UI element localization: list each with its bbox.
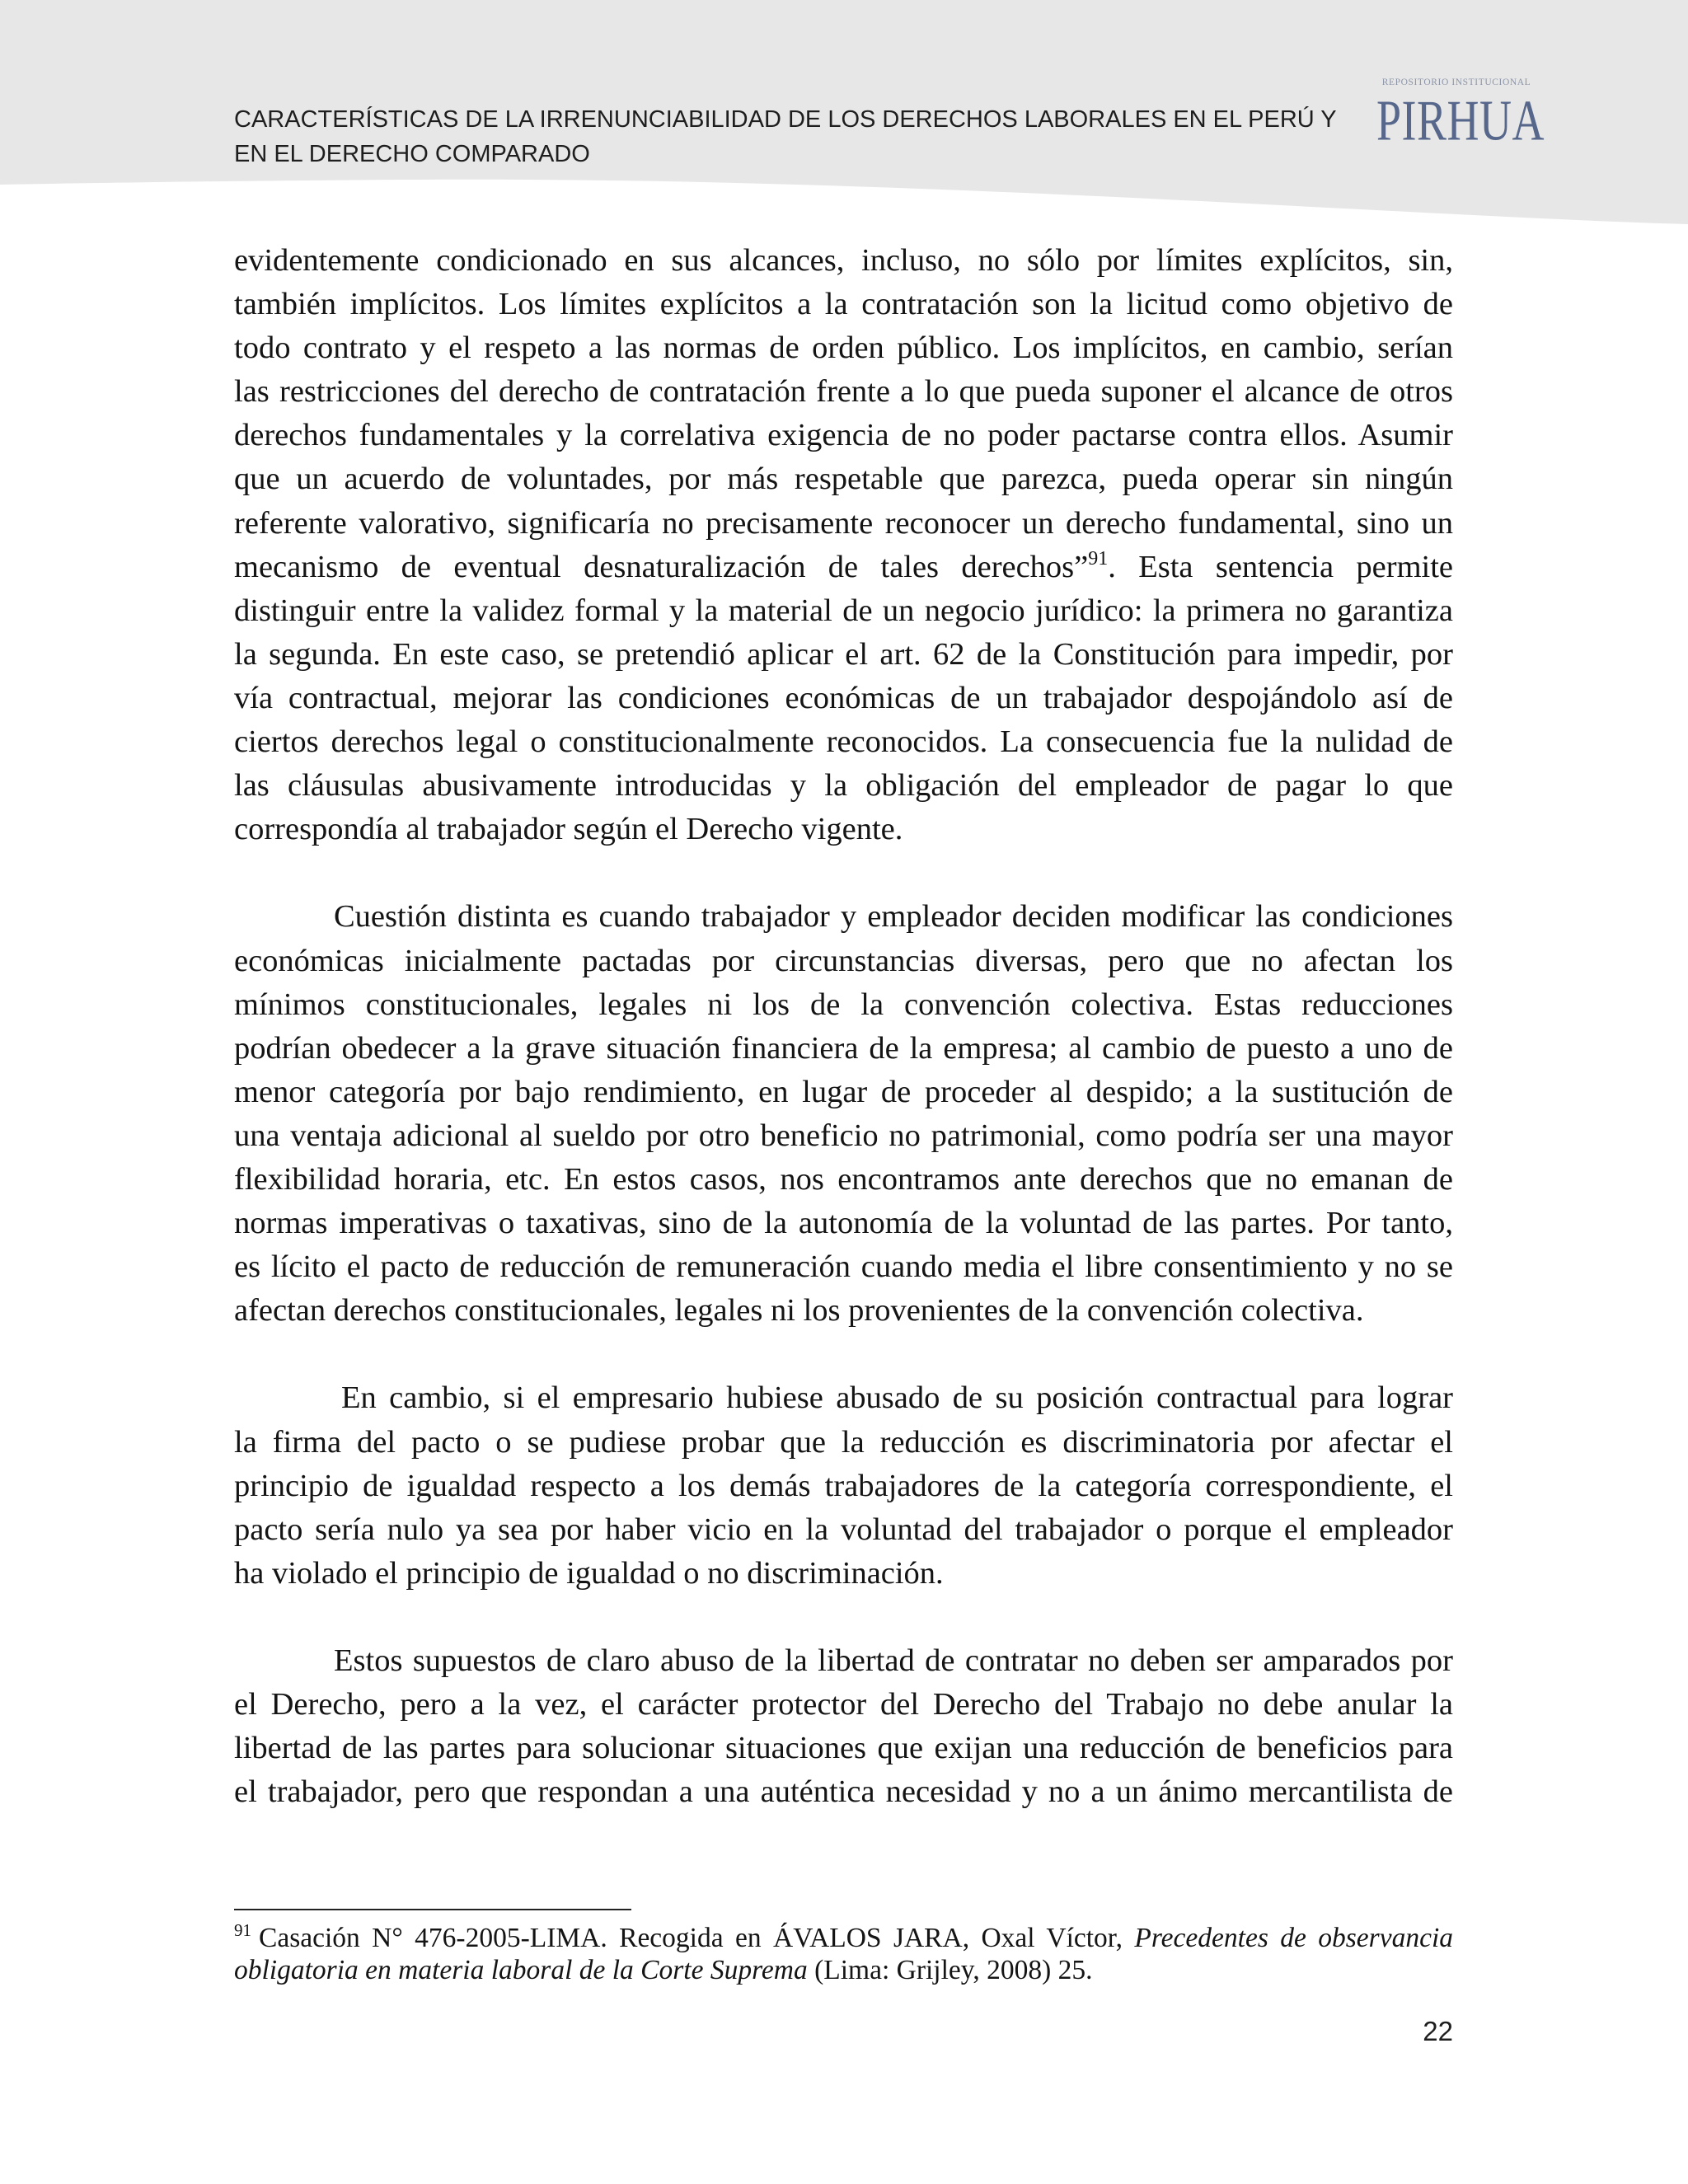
footnote bbox=[234, 1922, 1453, 1986]
text-line: podrían obedecer a la grave situación financiera de la empresa; al cambio de puesto a uno de bbox=[234, 1030, 1453, 1066]
text-line: libertad de las partes para solucionar situaciones que exijan una reducción de beneficios para bbox=[234, 1731, 1453, 1766]
repository-logo bbox=[1375, 76, 1548, 153]
footnote-reference: 91 bbox=[1088, 547, 1109, 569]
text-line: menor categoría por bajo rendimiento, en lugar de proceder al despido; a la sustitución de bbox=[234, 1074, 1453, 1109]
text-line: evidentemente condicionado en sus alcances, incluso, no sólo por límites explícitos, sin, bbox=[234, 243, 1453, 278]
text-line: derechos fundamentales y la correlativa exigencia de no poder pactarse contra ellos. Asumir bbox=[234, 418, 1453, 453]
document-title-line: CARACTERÍSTICAS DE LA IRRENUNCIABILIDAD DE LOS DERECHOS LABORALES EN EL PERÚ Y bbox=[234, 106, 1337, 133]
logo-wordmark: PIRHUA bbox=[1376, 88, 1545, 153]
text-line: afectan derechos constitucionales, legales ni los provenientes de la convención colectiva. bbox=[234, 1293, 1364, 1329]
text-line: distinguir entre la validez formal y la material de un negocio jurídico: la primera no garantiza bbox=[234, 593, 1453, 628]
paragraph bbox=[234, 239, 1453, 851]
text-line: Cuestión distinta es cuando trabajador y empleador deciden modificar las condiciones bbox=[334, 899, 1453, 935]
text-line: flexibilidad horaria, etc. En estos casos, nos encontramos ante derechos que no emanan de bbox=[234, 1161, 1453, 1197]
footnote-book-title: obligatoria en materia laboral de la Corte Suprema bbox=[234, 1955, 808, 1985]
text-line: económicas inicialmente pactadas por circunstancias diversas, pero que no afectan los bbox=[234, 943, 1453, 978]
paragraph bbox=[234, 1639, 1453, 1814]
text-line: principio de igualdad respecto a los demás trabajadores de la categoría correspondiente, el bbox=[234, 1468, 1453, 1503]
text-line: las cláusulas abusivamente introducidas y la obligación del empleador de pagar lo que bbox=[234, 768, 1453, 804]
text-line: el trabajador, pero que respondan a una auténtica necesidad y no a un ánimo mercantilista de bbox=[234, 1774, 1453, 1810]
text-line: las restricciones del derecho de contratación frente a lo que pueda suponer el alcance de otros bbox=[234, 374, 1453, 410]
footnote-line bbox=[234, 1954, 1453, 1986]
footnote-number: 91 bbox=[234, 1920, 251, 1940]
footnote-text: Casación N° 476-2005-LIMA. Recogida en ÁVALOS JARA, Oxal Víctor, bbox=[259, 1923, 1123, 1953]
text-line: pacto sería nulo ya sea por haber vicio en la voluntad del trabajador o porque el empleador bbox=[234, 1511, 1453, 1547]
body-text bbox=[234, 239, 1453, 1858]
text-segment: mecanismo de eventual desnaturalización de tales derechos” bbox=[234, 549, 1089, 584]
text-line: En cambio, si el empresario hubiese abusado de su posición contractual para lograr bbox=[341, 1380, 1453, 1416]
footnote-book-title: Precedentes de observancia bbox=[1134, 1923, 1454, 1953]
text-line: Estos supuestos de claro abuso de la libertad de contratar no deben ser amparados por bbox=[334, 1643, 1453, 1678]
text-line: también implícitos. Los límites explícitos a la contratación son la licitud como objetivo de bbox=[234, 287, 1453, 322]
document-title-line: EN EL DERECHO COMPARADO bbox=[234, 141, 590, 167]
paragraph bbox=[234, 1376, 1453, 1595]
text-line: referente valorativo, significaría no precisamente reconocer un derecho fundamental, sino un bbox=[234, 505, 1453, 541]
paragraph bbox=[234, 895, 1453, 1333]
text-line: el Derecho, pero a la vez, el carácter protector del Derecho del Trabajo no debe anular la bbox=[234, 1687, 1453, 1722]
logo-tagline: REPOSITORIO INSTITUCIONAL bbox=[1381, 77, 1531, 87]
text-line: la segunda. En este caso, se pretendió aplicar el art. 62 de la Constitución para impedir, por bbox=[234, 636, 1453, 672]
text-line: la firma del pacto o se pudiese probar que la reducción es discriminatoria por afectar el bbox=[234, 1424, 1453, 1460]
text-segment: . Esta sentencia permite bbox=[1108, 549, 1453, 584]
text-line: es lícito el pacto de reducción de remuneración cuando media el libre consentimiento y no se bbox=[234, 1249, 1453, 1285]
text-line: vía contractual, mejorar las condiciones económicas de un trabajador despojándolo así de bbox=[234, 680, 1453, 715]
text-line: una ventaja adicional al sueldo por otro beneficio no patrimonial, como podría ser una mayor bbox=[234, 1118, 1453, 1153]
text-line: correspondía al trabajador según el Derecho vigente. bbox=[234, 812, 903, 847]
text-line: que un acuerdo de voluntades, por más respetable que parezca, pueda operar sin ningún bbox=[234, 462, 1453, 497]
text-line: normas imperativas o taxativas, sino de la autonomía de la voluntad de las partes. Por tanto, bbox=[234, 1206, 1453, 1241]
text-line: ciertos derechos legal o constitucionalmente reconocidos. La consecuencia fue la nulidad de bbox=[234, 724, 1453, 760]
document-title bbox=[234, 102, 1337, 171]
text-line: todo contrato y el respeto a las normas de orden público. Los implícitos, en cambio, serían bbox=[234, 330, 1453, 366]
page-number: 22 bbox=[1423, 2016, 1453, 2046]
text-line bbox=[234, 546, 1453, 589]
text-line: ha violado el principio de igualdad o no discriminación. bbox=[234, 1555, 944, 1591]
footnote-line bbox=[234, 1922, 1453, 1954]
footnote-separator bbox=[234, 1909, 631, 1910]
text-line: mínimos constitucionales, legales ni los de la convención colectiva. Estas reducciones bbox=[234, 987, 1453, 1022]
footnote-text: (Lima: Grijley, 2008) 25. bbox=[814, 1955, 1093, 1985]
